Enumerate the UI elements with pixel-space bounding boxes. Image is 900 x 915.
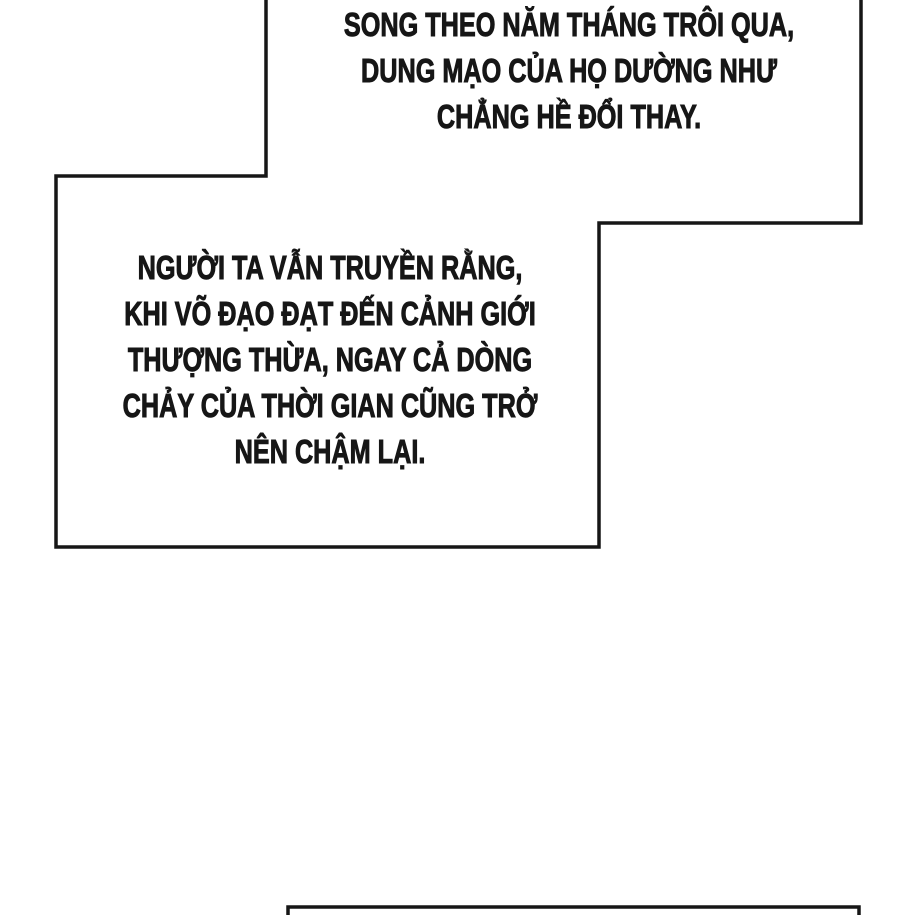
caption-line: CHẢY CỦA THỜI GIAN CŨNG TRỞ	[122, 387, 538, 424]
caption-line: SONG THEO NĂM THÁNG TRÔI QUA,	[343, 6, 795, 43]
top-caption	[225, 2, 900, 140]
bottom-panel-outline	[288, 907, 859, 915]
caption-line: NÊN CHẬM LẠI.	[234, 433, 426, 470]
caption-line: KHI VÕ ĐẠO ĐẠT ĐẾN CẢNH GIỚI	[124, 295, 536, 332]
caption-line: CHẲNG HỀ ĐỔI THAY.	[436, 98, 702, 135]
caption-line: THƯỢNG THỪA, NGAY CẢ DÒNG	[127, 341, 533, 378]
caption-line: NGƯỜI TA VẪN TRUYỀN RẰNG,	[137, 249, 523, 286]
middle-caption	[0, 245, 674, 475]
caption-line: DUNG MẠO CỦA HỌ DƯỜNG NHƯ	[361, 52, 777, 89]
